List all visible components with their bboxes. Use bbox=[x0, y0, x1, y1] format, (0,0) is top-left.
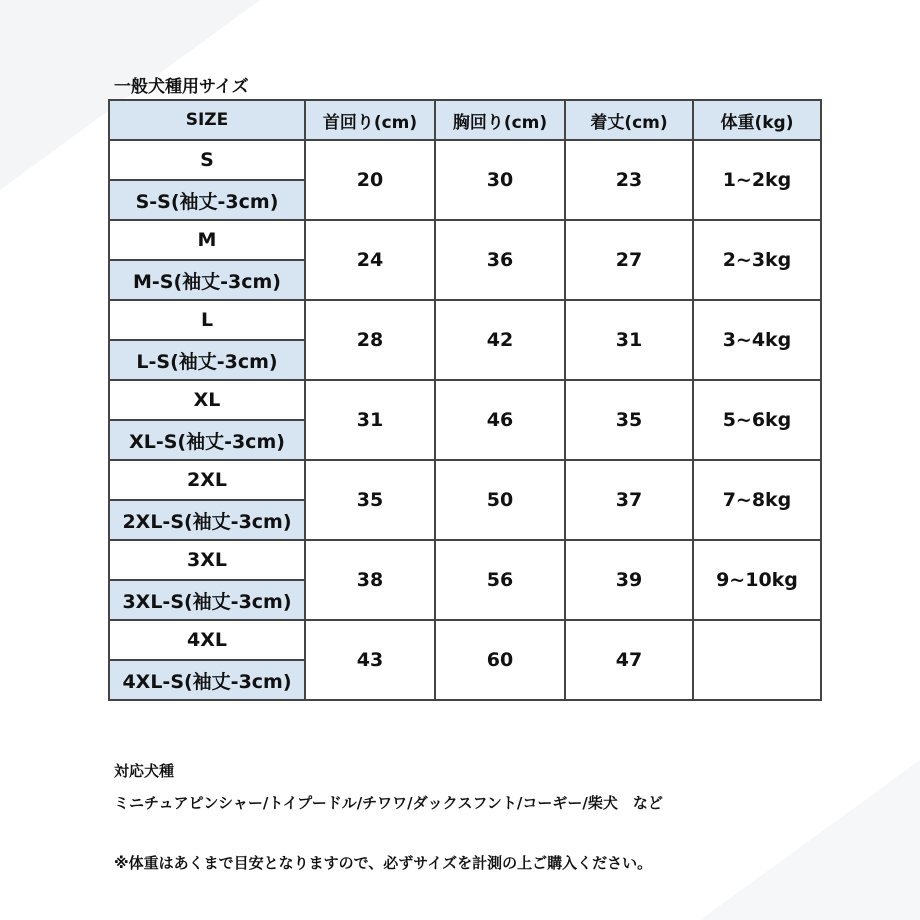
breeds-title: 対応犬種 bbox=[114, 762, 175, 780]
table-row bbox=[109, 540, 821, 580]
length-value: 31 bbox=[565, 300, 693, 380]
size-label: XL bbox=[109, 380, 305, 420]
weight-value: 3~4kg bbox=[693, 300, 821, 380]
weight-value: 5~6kg bbox=[693, 380, 821, 460]
neck-value: 20 bbox=[305, 140, 435, 220]
neck-value: 28 bbox=[305, 300, 435, 380]
size-sub-label: S-S(袖丈-3cm) bbox=[109, 180, 305, 220]
size-label: L bbox=[109, 300, 305, 340]
table-row bbox=[109, 620, 821, 660]
size-sub-label: XL-S(袖丈-3cm) bbox=[109, 420, 305, 460]
size-sub-label: L-S(袖丈-3cm) bbox=[109, 340, 305, 380]
header-neck: 首回り(cm) bbox=[305, 100, 435, 140]
table-title: 一般犬種用サイズ bbox=[114, 77, 249, 97]
chest-value: 42 bbox=[435, 300, 565, 380]
chest-value: 30 bbox=[435, 140, 565, 220]
header-length: 着丈(cm) bbox=[565, 100, 693, 140]
table-row bbox=[109, 140, 821, 180]
breeds-list: ミニチュアピンシャー/トイプードル/チワワ/ダックスフント/コーギー/柴犬 など bbox=[114, 794, 663, 812]
chest-value: 56 bbox=[435, 540, 565, 620]
length-value: 47 bbox=[565, 620, 693, 700]
weight-value: 1~2kg bbox=[693, 140, 821, 220]
neck-value: 38 bbox=[305, 540, 435, 620]
size-sub-label: M-S(袖丈-3cm) bbox=[109, 260, 305, 300]
header-chest: 胸回り(cm) bbox=[435, 100, 565, 140]
neck-value: 35 bbox=[305, 460, 435, 540]
chest-value: 46 bbox=[435, 380, 565, 460]
weight-value: 2~3kg bbox=[693, 220, 821, 300]
weight-value: 7~8kg bbox=[693, 460, 821, 540]
table-row bbox=[109, 220, 821, 260]
length-value: 39 bbox=[565, 540, 693, 620]
table-row bbox=[109, 300, 821, 340]
table-row bbox=[109, 460, 821, 500]
weight-value: 9~10kg bbox=[693, 540, 821, 620]
header-size: SIZE bbox=[109, 100, 305, 140]
size-sub-label: 2XL-S(袖丈-3cm) bbox=[109, 500, 305, 540]
neck-value: 24 bbox=[305, 220, 435, 300]
chest-value: 60 bbox=[435, 620, 565, 700]
neck-value: 43 bbox=[305, 620, 435, 700]
weight-note: ※体重はあくまで目安となりますので、必ずサイズを計測の上ご購入ください。 bbox=[114, 854, 653, 872]
header-weight: 体重(kg) bbox=[693, 100, 821, 140]
size-label: S bbox=[109, 140, 305, 180]
size-label: 4XL bbox=[109, 620, 305, 660]
table-row bbox=[109, 380, 821, 420]
neck-value: 31 bbox=[305, 380, 435, 460]
length-value: 37 bbox=[565, 460, 693, 540]
length-value: 27 bbox=[565, 220, 693, 300]
size-sub-label: 4XL-S(袖丈-3cm) bbox=[109, 660, 305, 700]
header-row bbox=[109, 100, 821, 140]
size-label: M bbox=[109, 220, 305, 260]
size-sub-label: 3XL-S(袖丈-3cm) bbox=[109, 580, 305, 620]
weight-value bbox=[693, 620, 821, 700]
size-table bbox=[108, 99, 822, 701]
size-label: 3XL bbox=[109, 540, 305, 580]
length-value: 35 bbox=[565, 380, 693, 460]
chest-value: 50 bbox=[435, 460, 565, 540]
length-value: 23 bbox=[565, 140, 693, 220]
chest-value: 36 bbox=[435, 220, 565, 300]
size-label: 2XL bbox=[109, 460, 305, 500]
